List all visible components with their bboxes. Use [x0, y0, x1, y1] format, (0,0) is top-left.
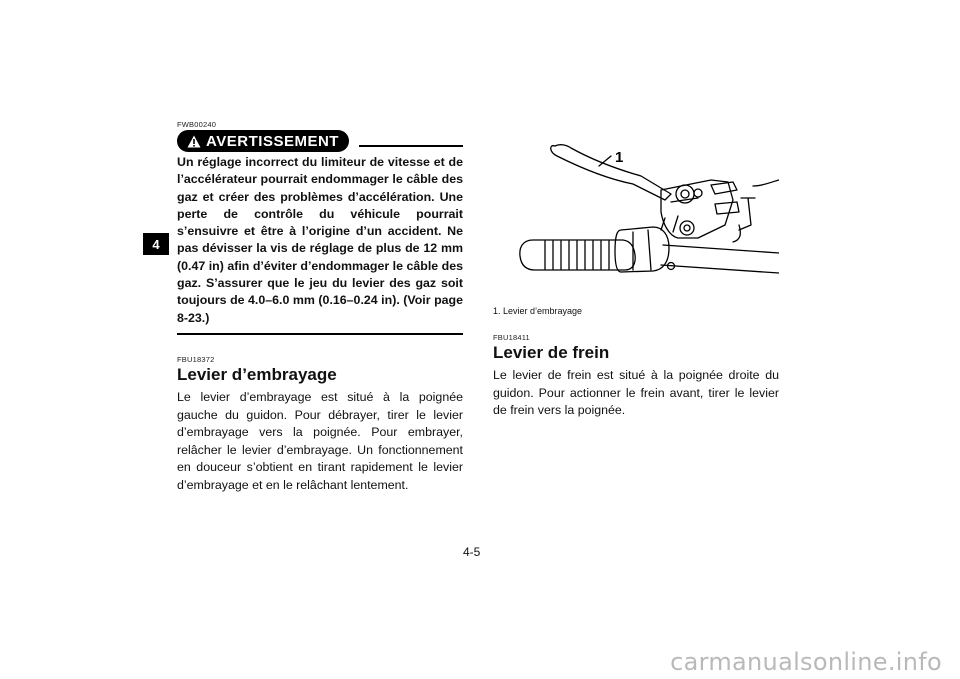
clutch-lever-drawing	[493, 120, 779, 295]
right-column	[493, 120, 779, 420]
chapter-tab: 4	[143, 233, 169, 255]
warning-label: AVERTISSEMENT	[206, 132, 339, 150]
figure-callout-1: 1	[615, 149, 624, 166]
watermark: carmanualsonline.info	[670, 648, 942, 676]
brake-lever-section	[493, 333, 779, 420]
left-column	[177, 120, 463, 495]
brake-section-text: Le levier de frein est situé à la poignée droite du guidon. Pour actionner le frein avant, tirer le levier de frein vers la poignée.	[493, 368, 779, 418]
clutch-lever-illustration	[493, 120, 779, 295]
warning-header	[177, 130, 463, 152]
warning-rule	[359, 145, 463, 147]
clutch-section-title: Levier d’embrayage	[177, 364, 337, 384]
clutch-section-text: Le levier d’embrayage est situé à la poignée gauche du guidon. Pour débrayer, tirer le levier d’embrayage vers la poignée. Pour embrayer, relâcher le levier d’embrayage. Un fonctionnement en douceur s’obtient en tirant rapidement le levier d’embrayage et en le relâchant lentement.	[177, 389, 463, 492]
warning-code: FWB00240	[177, 120, 217, 129]
warning-triangle-icon	[187, 135, 201, 148]
figure-caption: 1. Levier d’embrayage	[493, 306, 583, 316]
clutch-section-code: FBU18372	[177, 354, 215, 364]
warning-text: Un réglage incorrect du limiteur de vitesse et de l’accélérateur pourrait endommager le câble des gaz et créer des problèmes d’accélération. Une perte de contrôle du véhicule pourrait s’ensuivre et être à l’origine d’un accident. Ne pas dévisser la vis de réglage de plus de 12 mm (0.47 in) afin d’éviter d’endommager le câble des gaz. S’assurer que le jeu du levier des gaz soit toujours de 4.0–6.0 mm (0.16–0.24 in). (Voir page 8-23.)	[177, 154, 463, 335]
clutch-lever-section	[177, 355, 463, 495]
warning-badge	[177, 130, 349, 152]
brake-section-code: FBU18411	[493, 333, 530, 342]
page-number: 4-5	[463, 545, 481, 559]
brake-section-title: Levier de frein	[493, 343, 610, 362]
